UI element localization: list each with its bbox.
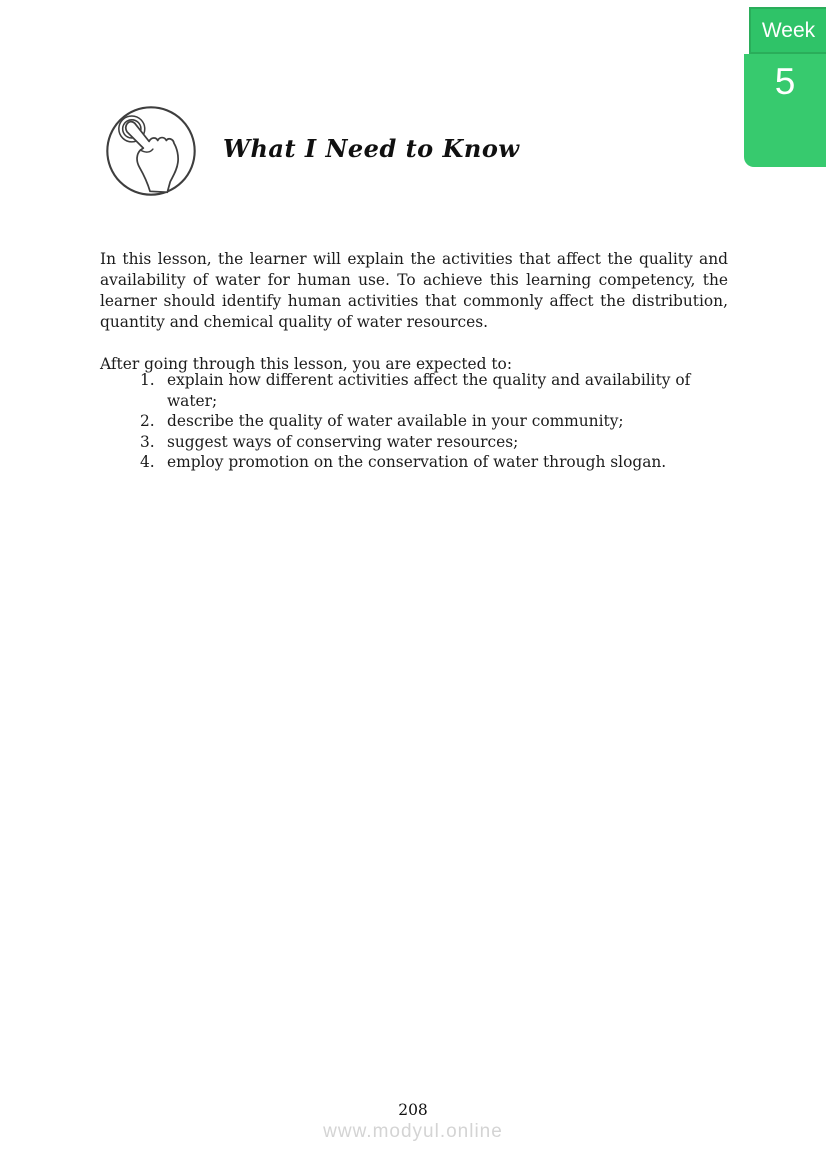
week-number: 5 xyxy=(774,61,796,102)
section-header xyxy=(103,103,520,199)
tap-hand-icon xyxy=(103,103,199,199)
objective-item xyxy=(140,370,710,411)
page-number: 208 xyxy=(398,1101,428,1119)
objective-number: 2. xyxy=(140,412,155,431)
week-badge xyxy=(744,0,826,167)
objectives-lead: After going through this lesson, you are expected to: xyxy=(100,355,513,374)
objective-number: 4. xyxy=(140,453,155,472)
week-number-box xyxy=(744,54,826,167)
objective-text: explain how different activities affect the quality and availability of water; xyxy=(167,371,691,410)
objective-number: 3. xyxy=(140,432,155,451)
objectives-list xyxy=(140,370,710,473)
watermark: www.modyul.online xyxy=(323,1121,503,1142)
objective-text: employ promotion on the conservation of water through slogan. xyxy=(167,453,667,472)
objective-number: 1. xyxy=(140,371,155,389)
objective-item xyxy=(140,411,710,432)
week-label-box xyxy=(749,7,826,54)
lesson-intro-paragraph: In this lesson, the learner will explain the activities that affect the quality and availability of water for human use. To achieve this learning competency, the learner should identify human activities that commonly affect the distribution, quantity and chemical quality of water resources. xyxy=(100,250,728,331)
objective-item xyxy=(140,432,710,453)
week-label: Week xyxy=(761,18,816,42)
objective-text: suggest ways of conserving water resources; xyxy=(167,432,519,451)
objective-item xyxy=(140,452,710,473)
page-title: What I Need to Know xyxy=(223,133,520,163)
objective-text: describe the quality of water available in your community; xyxy=(167,412,624,431)
